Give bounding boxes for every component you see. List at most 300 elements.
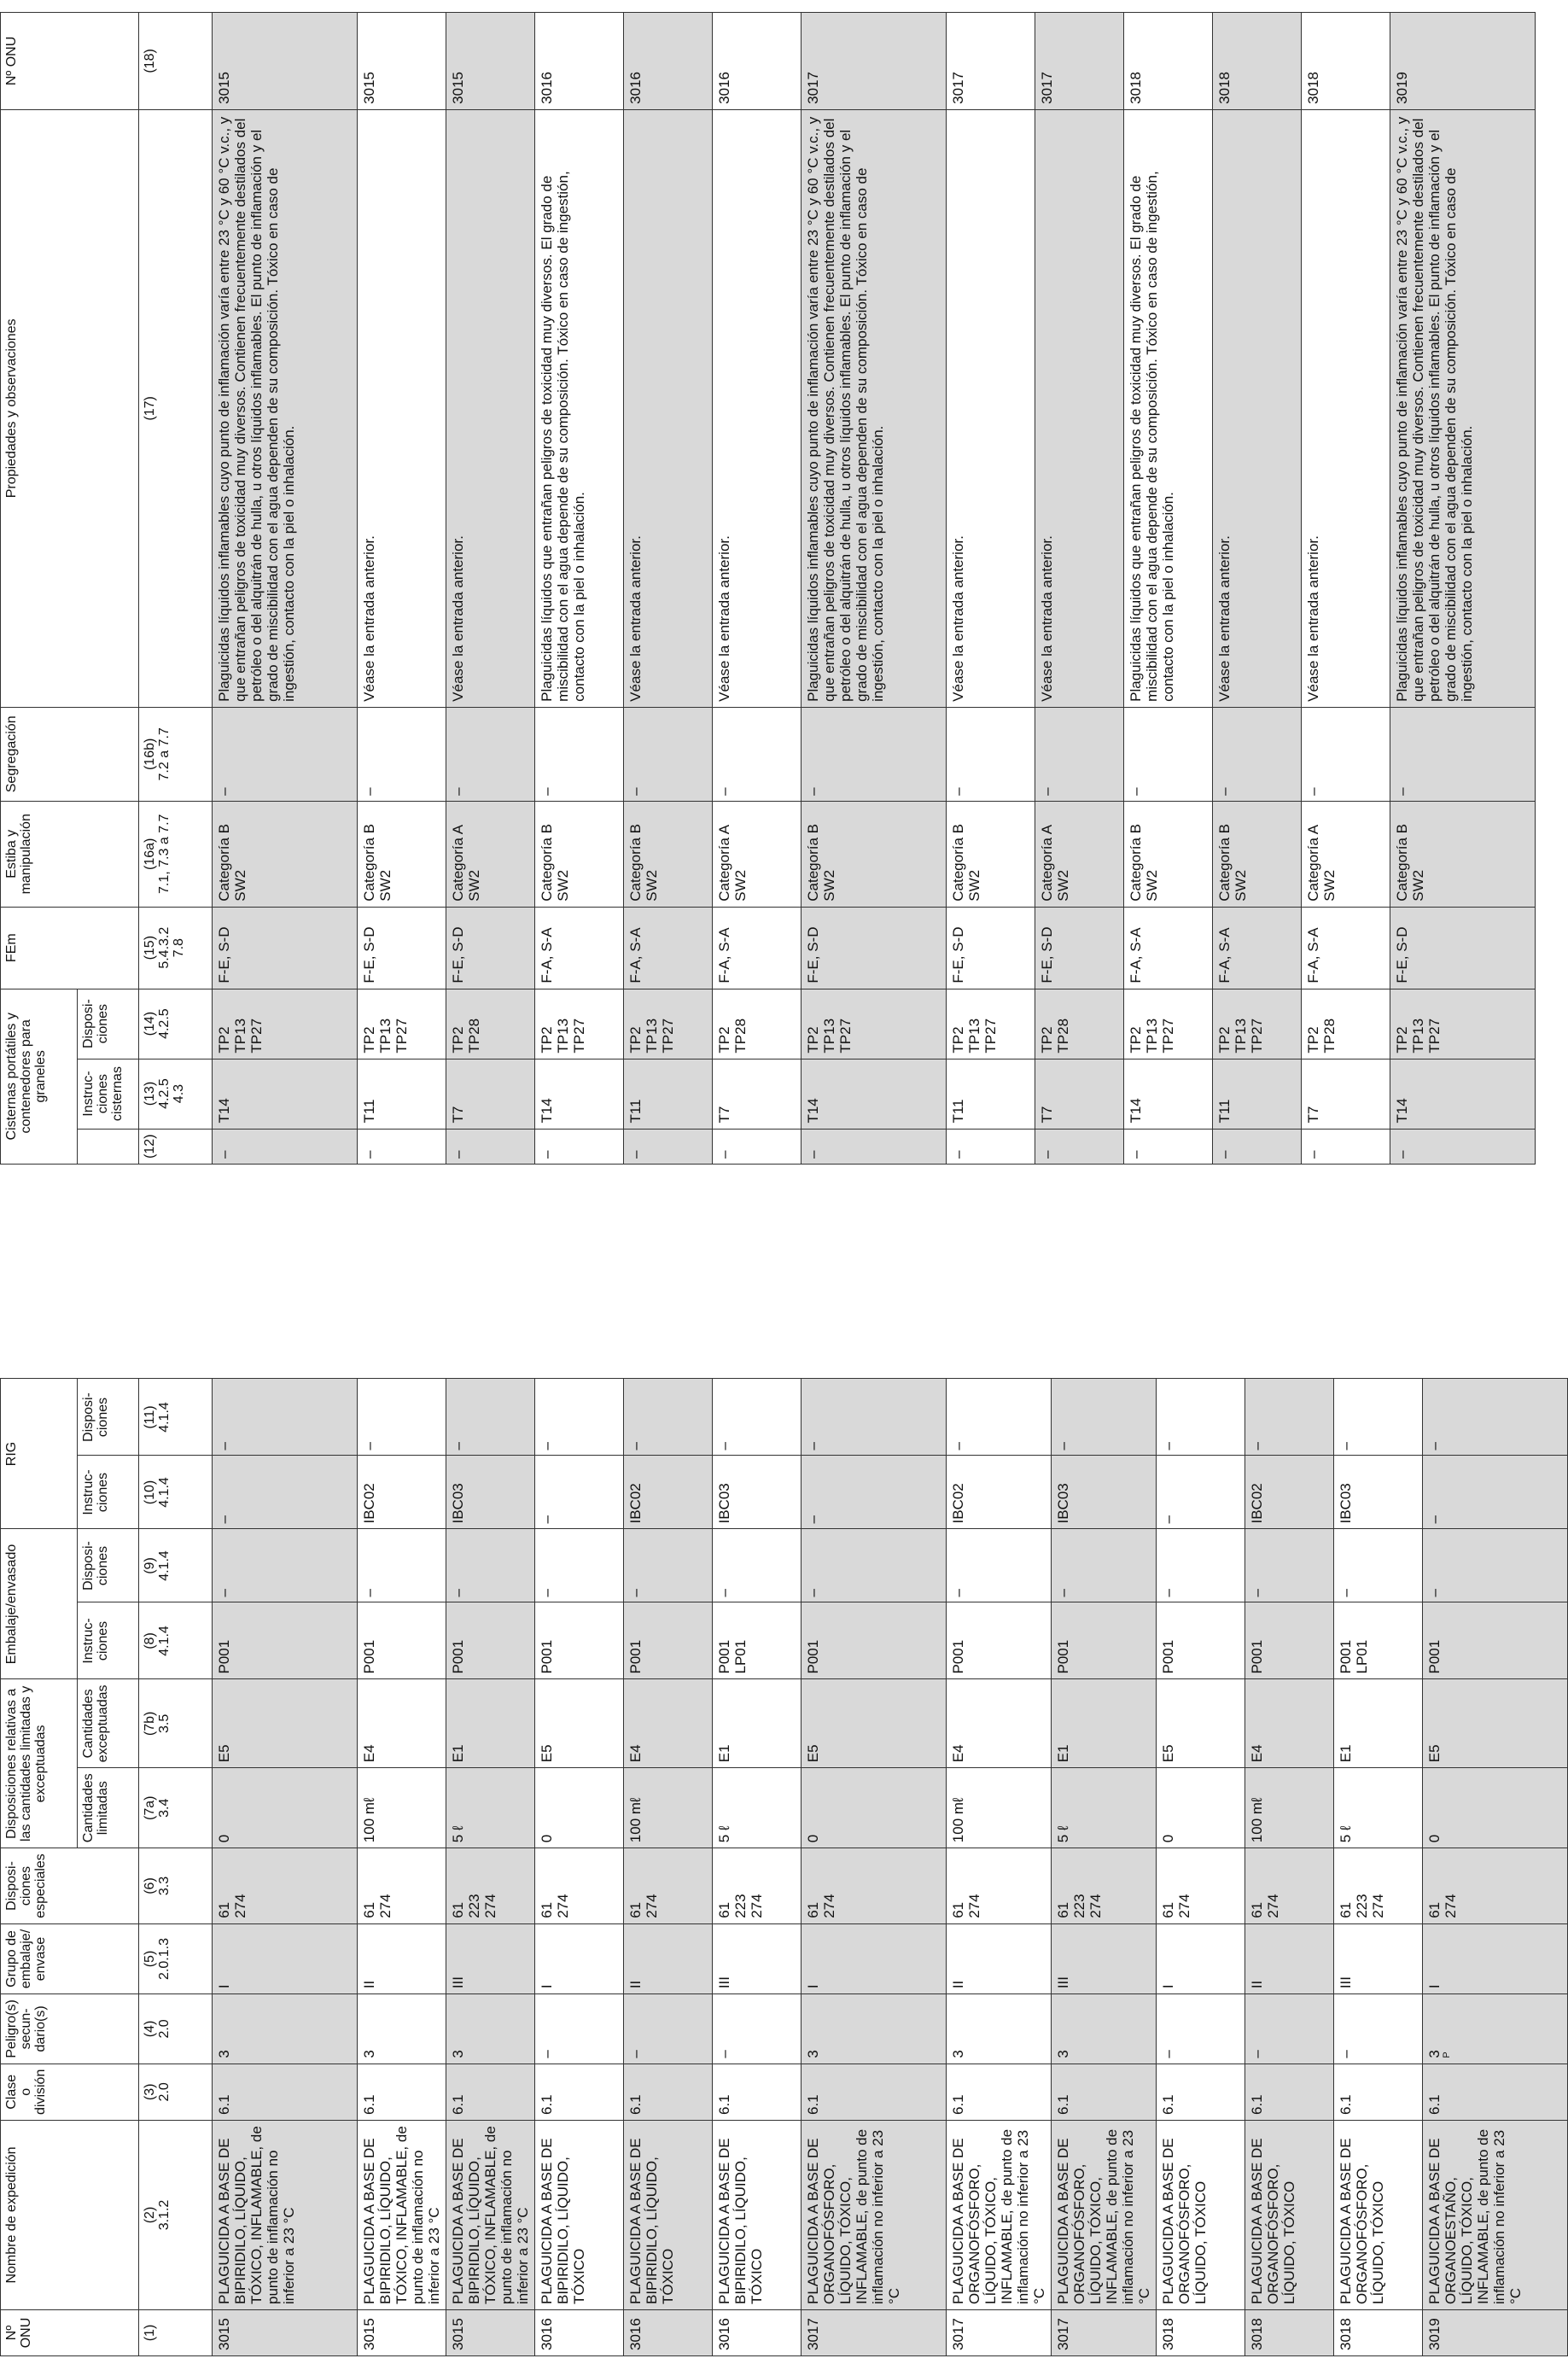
cell-text: – <box>716 1589 732 1597</box>
cell-c13: T11 <box>947 1059 1035 1129</box>
cell-text: IBC02 <box>950 1483 966 1524</box>
cell-c13: T7 <box>446 1059 535 1129</box>
cell-c10 <box>535 1456 624 1529</box>
cell-c7b <box>801 1679 947 1768</box>
table-row <box>1157 1379 1245 2356</box>
cell-text: 61 274 <box>539 1894 571 1918</box>
cell-text: 3017 <box>805 2318 821 2350</box>
cell-text: 6.1 <box>450 2094 466 2115</box>
cell-text: III <box>716 1976 732 1989</box>
cell-c8 <box>624 1602 713 1679</box>
col-num-11: (11) 4.1.4 <box>139 1379 213 1456</box>
cell-c5 <box>213 1923 358 1993</box>
hdr-tank-blank <box>78 1129 139 1164</box>
cell-c15: F-A, S-A <box>1124 907 1213 989</box>
cell-text: 61 274 <box>1249 1894 1281 1918</box>
cell-c3 <box>213 2064 358 2120</box>
cell-c2 <box>358 2121 446 2310</box>
cell-c14: TP2 TP13 TP27 <box>358 989 446 1059</box>
col-num-3: (3) 2.0 <box>139 2064 213 2120</box>
table-row <box>1124 13 1213 1165</box>
cell-c14: TP2 TP28 <box>1035 989 1124 1059</box>
cell-c7b <box>535 1679 624 1768</box>
cell-text: PLAGUICIDA A BASE DE ORGANOFÓSFORO, LÍQUIDO, TÓXICO, INFLAMABLE, de punto de inflamación no inferior a 23 °C <box>1055 2128 1152 2304</box>
cell-text: 3015 <box>216 2318 232 2350</box>
cell-c7b <box>624 1679 713 1768</box>
cell-text: PLAGUICIDA A BASE DE ORGANOESTAÑO, LÍQUIDO, TÓXICO, INFLAMABLE, de punto de inflamación no inferior a 23 °C <box>1426 2128 1524 2304</box>
cell-c5 <box>358 1923 446 1993</box>
cell-text: – <box>539 2050 555 2058</box>
cell-c12: – <box>535 1129 624 1164</box>
cell-c9 <box>1245 1529 1334 1602</box>
table-row <box>1245 1379 1334 2356</box>
cell-text: 0 <box>539 1834 555 1843</box>
cell-c11 <box>446 1379 535 1456</box>
cell-c12: – <box>624 1129 713 1164</box>
cell-c9 <box>1423 1529 1568 1602</box>
cell-text: III <box>1338 1976 1354 1989</box>
cell-c7b <box>947 1679 1052 1768</box>
cell-c9 <box>446 1529 535 1602</box>
cell-c13: T14 <box>1390 1059 1536 1129</box>
cell-c8 <box>1157 1602 1245 1679</box>
cell-text: E5 <box>539 1744 555 1763</box>
cell-c18: 3016 <box>713 13 801 110</box>
cell-c17: Plaguicidas líquidos inflamables cuyo punto de inflamación varía entre 23 °C y 60 °C v.c., y que entrañan peligros de toxicidad muy diversos. Contienen frecuentemente destilados del petróleo o del alquitrán de hulla, u otros líquidos inflamables. El punto de inflamación y el grado de miscibilidad con el agua dependen de su composición. Tóxico en caso de ingestión, contacto con la piel o inhalación. <box>801 109 947 707</box>
cell-c16a: Categoría A SW2 <box>1035 801 1124 907</box>
table-row <box>947 1379 1052 2356</box>
hdr-tanks: Cisternas portátiles y contenedores para graneles <box>1 989 78 1164</box>
cell-text: PLAGUICIDA A BASE DE ORGANOFÓSFORO, LÍQUIDO, TÓXICO, INFLAMABLE, de punto de inflamación no inferior a 23 °C <box>805 2128 902 2304</box>
cell-c10 <box>1157 1456 1245 1529</box>
table-row <box>1302 13 1390 1165</box>
cell-c6 <box>1157 1848 1245 1924</box>
cell-text: – <box>1338 1589 1354 1597</box>
cell-c11 <box>358 1379 446 1456</box>
col-num-14: (14) 4.2.5 <box>139 989 213 1059</box>
cell-c4 <box>801 1994 947 2064</box>
cell-c12: – <box>947 1129 1035 1164</box>
cell-c3 <box>446 2064 535 2120</box>
cell-c17: Véase la entrada anterior. <box>947 109 1035 707</box>
hdr-ibc-provisions: Disposi-ciones <box>78 1379 139 1456</box>
table-row <box>947 13 1035 1165</box>
table-row <box>1334 1379 1423 2356</box>
cell-text: 6.1 <box>805 2094 821 2115</box>
table-row <box>713 1379 801 2356</box>
cell-c18: 3018 <box>1302 13 1390 110</box>
cell-c2 <box>801 2121 947 2310</box>
cell-text: 5 ℓ <box>1338 1825 1354 1843</box>
cell-c8 <box>358 1602 446 1679</box>
cell-c2 <box>624 2121 713 2310</box>
cell-c1 <box>1334 2310 1423 2356</box>
cell-c18: 3017 <box>1035 13 1124 110</box>
cell-c12: – <box>1390 1129 1536 1164</box>
cell-text: IBC03 <box>1338 1483 1354 1524</box>
cell-text: P001 <box>361 1639 377 1674</box>
cell-c10 <box>624 1456 713 1529</box>
cell-c4 <box>358 1994 446 2064</box>
cell-text: IBC03 <box>1055 1483 1071 1524</box>
cell-text: 3017 <box>950 2318 966 2350</box>
cell-c7a <box>213 1768 358 1848</box>
cell-text: – <box>1426 1442 1443 1451</box>
cell-text: 3 <box>805 2050 821 2058</box>
cell-c9 <box>713 1529 801 1602</box>
cell-c5 <box>713 1923 801 1993</box>
cell-c16b: – <box>801 707 947 801</box>
cell-c2 <box>213 2121 358 2310</box>
cell-c16a: Categoría B SW2 <box>1213 801 1302 907</box>
cell-c16a: Categoría B SW2 <box>1124 801 1213 907</box>
cell-c11 <box>1334 1379 1423 1456</box>
cell-c15: F-A, S-A <box>713 907 801 989</box>
cell-c15: F-E, S-D <box>1390 907 1536 989</box>
cell-text: IBC02 <box>361 1483 377 1524</box>
cell-c13: T7 <box>1035 1059 1124 1129</box>
cell-c15: F-A, S-A <box>624 907 713 989</box>
cell-c14: TP2 TP13 TP27 <box>1124 989 1213 1059</box>
cell-c12: – <box>1302 1129 1390 1164</box>
cell-text: 6.1 <box>1055 2094 1071 2115</box>
marine-pollutant-mark: P <box>1442 2052 1452 2058</box>
cell-c17: Véase la entrada anterior. <box>1035 109 1124 707</box>
cell-text: I <box>805 1984 821 1989</box>
cell-c15: F-E, S-D <box>947 907 1035 989</box>
cell-c13: T11 <box>624 1059 713 1129</box>
cell-c11 <box>1423 1379 1568 1456</box>
cell-c8 <box>535 1602 624 1679</box>
cell-c16b: – <box>947 707 1035 801</box>
cell-text: E1 <box>450 1744 466 1763</box>
cell-text: P001 <box>1249 1639 1265 1674</box>
cell-c15: F-A, S-A <box>1302 907 1390 989</box>
cell-text: 3 <box>216 2050 232 2058</box>
cell-text: PLAGUICIDA A BASE DE BIPIRIDILO, LÍQUIDO, TÓXICO <box>539 2138 587 2304</box>
cell-text: 61 274 <box>1160 1894 1192 1918</box>
cell-c7a <box>801 1768 947 1848</box>
cell-c9 <box>1334 1529 1423 1602</box>
cell-c13: T14 <box>1124 1059 1213 1129</box>
cell-text: 6.1 <box>361 2094 377 2115</box>
cell-c18: 3016 <box>624 13 713 110</box>
cell-c2 <box>947 2121 1052 2310</box>
cell-c14: TP2 TP28 <box>446 989 535 1059</box>
cell-c1 <box>801 2310 947 2356</box>
cell-text: II <box>950 1980 966 1989</box>
cell-text: – <box>950 1442 966 1451</box>
cell-c7b <box>358 1679 446 1768</box>
cell-c9 <box>1157 1529 1245 1602</box>
cell-c9 <box>535 1529 624 1602</box>
cell-c11 <box>713 1379 801 1456</box>
hdr-un-right: Nº ONU <box>1 13 139 110</box>
table-row <box>446 13 535 1165</box>
cell-c11 <box>801 1379 947 1456</box>
cell-text: – <box>1338 2050 1354 2058</box>
cell-text: 3019 <box>1426 2318 1443 2350</box>
cell-c13: T7 <box>1302 1059 1390 1129</box>
cell-text: 61 223 274 <box>1055 1894 1104 1918</box>
cell-c9 <box>947 1529 1052 1602</box>
cell-text: E1 <box>1055 1744 1071 1763</box>
cell-text: – <box>716 2050 732 2058</box>
hdr-packing: Embalaje/envasado <box>1 1529 78 1679</box>
cell-c7b <box>213 1679 358 1768</box>
cell-text: 61 274 <box>361 1894 393 1918</box>
cell-text: – <box>216 1442 232 1451</box>
cell-c3 <box>358 2064 446 2120</box>
cell-c18: 3015 <box>213 13 358 110</box>
cell-text: I <box>1426 1984 1443 1989</box>
table-row <box>358 13 446 1165</box>
cell-c9 <box>358 1529 446 1602</box>
cell-c4 <box>446 1994 535 2064</box>
cell-text: 3 <box>950 2050 966 2058</box>
cell-c7b <box>446 1679 535 1768</box>
cell-text: 3016 <box>627 2318 644 2350</box>
cell-text: PLAGUICIDA A BASE DE ORGANOFÓSFORO, LÍQUIDO, TÓXICO, INFLAMABLE, de punto de inflamación no inferior a 23 °C <box>950 2128 1047 2304</box>
cell-c9 <box>624 1529 713 1602</box>
cell-text: P001 LP01 <box>1338 1639 1370 1674</box>
cell-text: 61 274 <box>627 1894 660 1918</box>
hdr-ibc-instructions: Instruc-ciones <box>78 1456 139 1529</box>
cell-c16b: – <box>713 707 801 801</box>
cell-c14: TP2 TP28 <box>713 989 801 1059</box>
cell-text: E1 <box>1338 1744 1354 1763</box>
cell-c6 <box>535 1848 624 1924</box>
cell-text: 6.1 <box>716 2094 732 2115</box>
col-num-15: (15) 5.4.3.2 7.8 <box>139 907 213 989</box>
cell-text: – <box>1426 1589 1443 1597</box>
cell-c7a <box>947 1768 1052 1848</box>
cell-text: PLAGUICIDA A BASE DE BIPIRIDILO, LÍQUIDO, TÓXICO, INFLAMABLE, de punto de inflamación no inferior a 23 °C <box>216 2126 297 2304</box>
cell-c7a <box>624 1768 713 1848</box>
table-row <box>1052 1379 1157 2356</box>
cell-text: – <box>1160 1442 1176 1451</box>
cell-c1 <box>535 2310 624 2356</box>
cell-text: E5 <box>805 1744 821 1763</box>
cell-c11 <box>1245 1379 1334 1456</box>
cell-text: 6.1 <box>216 2094 232 2115</box>
cell-c16b: – <box>213 707 358 801</box>
cell-c10 <box>358 1456 446 1529</box>
hdr-un: Nº ONU <box>1 2310 139 2356</box>
cell-c3 <box>1052 2064 1157 2120</box>
cell-c18: 3018 <box>1213 13 1302 110</box>
cell-c8 <box>713 1602 801 1679</box>
cell-text: IBC03 <box>450 1483 466 1524</box>
table-row <box>358 1379 446 2356</box>
cell-c14: TP2 TP28 <box>1302 989 1390 1059</box>
cell-c4 <box>1334 1994 1423 2064</box>
cell-text: 6.1 <box>539 2094 555 2115</box>
cell-c11 <box>1052 1379 1157 1456</box>
cell-c4 <box>213 1994 358 2064</box>
cell-c4 <box>535 1994 624 2064</box>
cell-text: – <box>950 1589 966 1597</box>
cell-text: 6.1 <box>1338 2094 1354 2115</box>
cell-c2 <box>1423 2121 1568 2310</box>
cell-c18: 3016 <box>535 13 624 110</box>
cell-c5 <box>535 1923 624 1993</box>
cell-text: E5 <box>1160 1744 1176 1763</box>
cell-text: – <box>539 1442 555 1451</box>
table-row <box>1035 13 1124 1165</box>
hdr-packing-instructions: Instruc-ciones <box>78 1602 139 1679</box>
cell-c16a: Categoría B SW2 <box>947 801 1035 907</box>
cell-c17: Véase la entrada anterior. <box>358 109 446 707</box>
cell-c12: – <box>1124 1129 1213 1164</box>
cell-c5 <box>1052 1923 1157 1993</box>
cell-c6 <box>947 1848 1052 1924</box>
cell-c17: Véase la entrada anterior. <box>713 109 801 707</box>
col-num-13: (13) 4.2.5 4.3 <box>139 1059 213 1129</box>
dangerous-goods-table-right <box>0 12 1536 1165</box>
cell-c16b: – <box>358 707 446 801</box>
cell-text: – <box>1249 1442 1265 1451</box>
col-num-5: (5) 2.0.1.3 <box>139 1923 213 1993</box>
hdr-segregation: Segregación <box>1 707 139 801</box>
cell-text: P001 <box>216 1639 232 1674</box>
cell-text: 3 <box>450 2050 466 2058</box>
cell-c8 <box>1245 1602 1334 1679</box>
cell-c4 <box>1052 1994 1157 2064</box>
cell-c16a: Categoría A SW2 <box>713 801 801 907</box>
cell-text: E4 <box>627 1744 644 1763</box>
cell-c12: – <box>1035 1129 1124 1164</box>
cell-text: P001 <box>1160 1639 1176 1674</box>
col-num-18: (18) <box>139 13 213 110</box>
cell-c16b: – <box>1124 707 1213 801</box>
cell-c10 <box>1052 1456 1157 1529</box>
cell-c14: TP2 TP13 TP27 <box>535 989 624 1059</box>
cell-c10 <box>947 1456 1052 1529</box>
cell-c8 <box>1334 1602 1423 1679</box>
cell-text: P001 <box>627 1639 644 1674</box>
cell-c17: Plaguicidas líquidos que entrañan peligros de toxicidad muy diversos. El grado de miscibilidad con el agua depende de su composición. Tóxico en caso de ingestión, contacto con la piel o inhalación. <box>535 109 624 707</box>
cell-c7b <box>713 1679 801 1768</box>
cell-c16b: – <box>1302 707 1390 801</box>
col-num-9: (9) 4.1.4 <box>139 1529 213 1602</box>
cell-c14: TP2 TP13 TP27 <box>947 989 1035 1059</box>
cell-text: – <box>1055 1442 1071 1451</box>
cell-c16a: Categoría B SW2 <box>624 801 713 907</box>
cell-text: – <box>627 1589 644 1597</box>
cell-c14: TP2 TP13 TP27 <box>801 989 947 1059</box>
cell-c6 <box>713 1848 801 1924</box>
cell-text: – <box>539 1515 555 1524</box>
table-left-half <box>0 1188 1568 2356</box>
cell-c16b: – <box>624 707 713 801</box>
table-row <box>1390 13 1536 1165</box>
hdr-name: Nombre de expedición <box>1 2121 139 2310</box>
cell-text: 3016 <box>716 2318 732 2350</box>
cell-c3 <box>1423 2064 1568 2120</box>
cell-c7a <box>1334 1768 1423 1848</box>
cell-text: PLAGUICIDA A BASE DE BIPIRIDILO, LÍQUIDO, TÓXICO <box>716 2138 765 2304</box>
cell-c7b <box>1157 1679 1245 1768</box>
cell-text: – <box>1249 1589 1265 1597</box>
cell-c11 <box>947 1379 1052 1456</box>
cell-c1 <box>213 2310 358 2356</box>
table-row <box>446 1379 535 2356</box>
cell-c5 <box>1423 1923 1568 1993</box>
cell-text: – <box>361 1442 377 1451</box>
cell-c14: TP2 TP13 TP27 <box>1390 989 1536 1059</box>
table-row <box>535 13 624 1165</box>
hdr-properties: Propiedades y observaciones <box>1 109 139 707</box>
cell-c18: 3015 <box>358 13 446 110</box>
cell-c8 <box>947 1602 1052 1679</box>
cell-c5 <box>801 1923 947 1993</box>
cell-c18: 3017 <box>801 13 947 110</box>
cell-c2 <box>1334 2121 1423 2310</box>
cell-text: – <box>1338 1442 1354 1451</box>
cell-c14: TP2 TP13 TP27 <box>213 989 358 1059</box>
cell-c1 <box>713 2310 801 2356</box>
cell-c18: 3018 <box>1124 13 1213 110</box>
cell-text: 100 mℓ <box>1249 1797 1265 1843</box>
hdr-tank-instructions: Instruc-ciones cisternas <box>78 1059 139 1129</box>
cell-text: – <box>1055 1589 1071 1597</box>
cell-c9 <box>213 1529 358 1602</box>
cell-text: 0 <box>1160 1834 1176 1843</box>
col-num-7b: (7b) 3.5 <box>139 1679 213 1768</box>
cell-c16a: Categoría B SW2 <box>535 801 624 907</box>
cell-text: II <box>361 1980 377 1989</box>
cell-text: PLAGUICIDA A BASE DE ORGANOFÓSFORO, LÍQUIDO, TÓXICO <box>1249 2138 1297 2304</box>
cell-c12: – <box>446 1129 535 1164</box>
cell-c17: Plaguicidas líquidos inflamables cuyo punto de inflamación varía entre 23 °C y 60 °C v.c., y que entrañan peligros de toxicidad muy diversos. Contienen frecuentemente destilados del petróleo o del alquitrán de hulla, u otros líquidos inflamables. El punto de inflamación y el grado de miscibilidad con el agua dependen de su composición. Tóxico en caso de ingestión, contacto con la piel o inhalación. <box>1390 109 1536 707</box>
cell-c12: – <box>213 1129 358 1164</box>
cell-c5 <box>1245 1923 1334 1993</box>
cell-c16b: – <box>535 707 624 801</box>
cell-c18: 3019 <box>1390 13 1536 110</box>
cell-c7a <box>446 1768 535 1848</box>
cell-c7a <box>713 1768 801 1848</box>
cell-text: 6.1 <box>1160 2094 1176 2115</box>
hdr-special-provisions: Disposi-ciones especiales <box>1 1848 139 1924</box>
hdr-ems: FEm <box>1 907 139 989</box>
hdr-ibc: RIG <box>1 1379 78 1529</box>
cell-text: II <box>627 1980 644 1989</box>
cell-c15: F-E, S-D <box>801 907 947 989</box>
cell-text: 5 ℓ <box>716 1825 732 1843</box>
cell-text: E1 <box>716 1744 732 1763</box>
cell-c5 <box>947 1923 1052 1993</box>
cell-text: PLAGUICIDA A BASE DE BIPIRIDILO, LÍQUIDO, TÓXICO <box>627 2138 676 2304</box>
cell-text: 3016 <box>539 2318 555 2350</box>
cell-c12: – <box>713 1129 801 1164</box>
cell-text: IBC02 <box>1249 1483 1265 1524</box>
cell-text: E4 <box>1249 1744 1265 1763</box>
cell-c6 <box>1245 1848 1334 1924</box>
cell-text: E4 <box>361 1744 377 1763</box>
table-row <box>801 13 947 1165</box>
cell-c2 <box>1245 2121 1334 2310</box>
cell-c13: T14 <box>535 1059 624 1129</box>
cell-c17: Véase la entrada anterior. <box>1213 109 1302 707</box>
cell-text: I <box>539 1984 555 1989</box>
cell-text: 6.1 <box>950 2094 966 2115</box>
cell-c5 <box>1334 1923 1423 1993</box>
cell-c1 <box>446 2310 535 2356</box>
cell-c16a: Categoría A SW2 <box>1302 801 1390 907</box>
cell-c15: F-E, S-D <box>446 907 535 989</box>
cell-c7a <box>1423 1768 1568 1848</box>
